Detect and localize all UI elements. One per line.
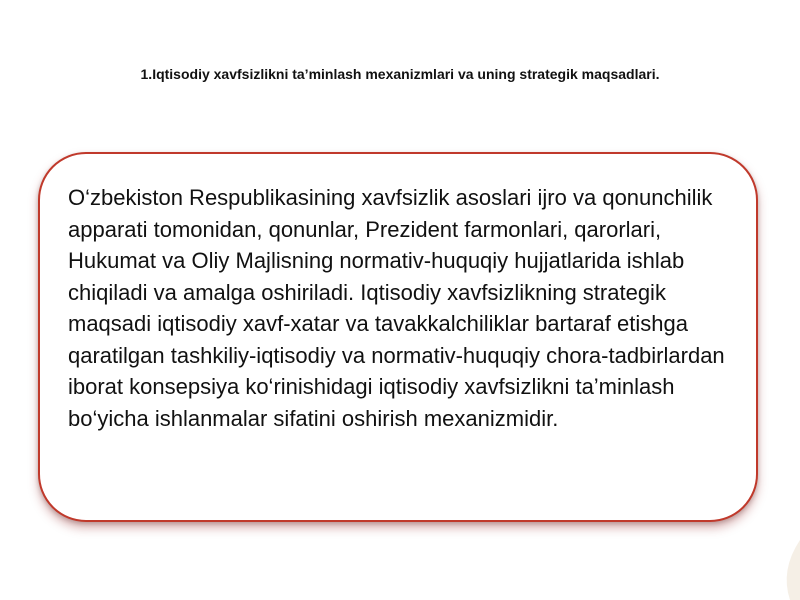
content-box: [38, 152, 758, 522]
slide-title: 1.Iqtisodiy xavfsizlikni ta’minlash mexanizmlari va uning strategik maqsadlari.: [140, 66, 660, 82]
content-text: O‘zbekiston Respublikasining xavfsizlik asoslari ijro va qonunchilik apparati tomonidan, qonunlar, Prezident farmonlari, qarorlari, Hukumat va Oliy Majlisning normativ-huquqiy hujjatlarida ishlab chiqiladi va amalga oshiriladi. Iqtisodiy xavfsizlikning strategik maqsadi iqtisodiy xavf-xatar va tavakkalchiliklar bartaraf etishga qaratilgan tashkiliy-iqtisodiy va normativ-huquqiy chora-tadbirlardan iborat konsepsiya ko‘rinishidagi iqtisodiy xavfsizlikni ta’minlash bo‘yicha ishlanmalar sifatini oshirish mexanizmidir.: [68, 185, 725, 431]
corner-decoration-icon: [760, 530, 800, 600]
